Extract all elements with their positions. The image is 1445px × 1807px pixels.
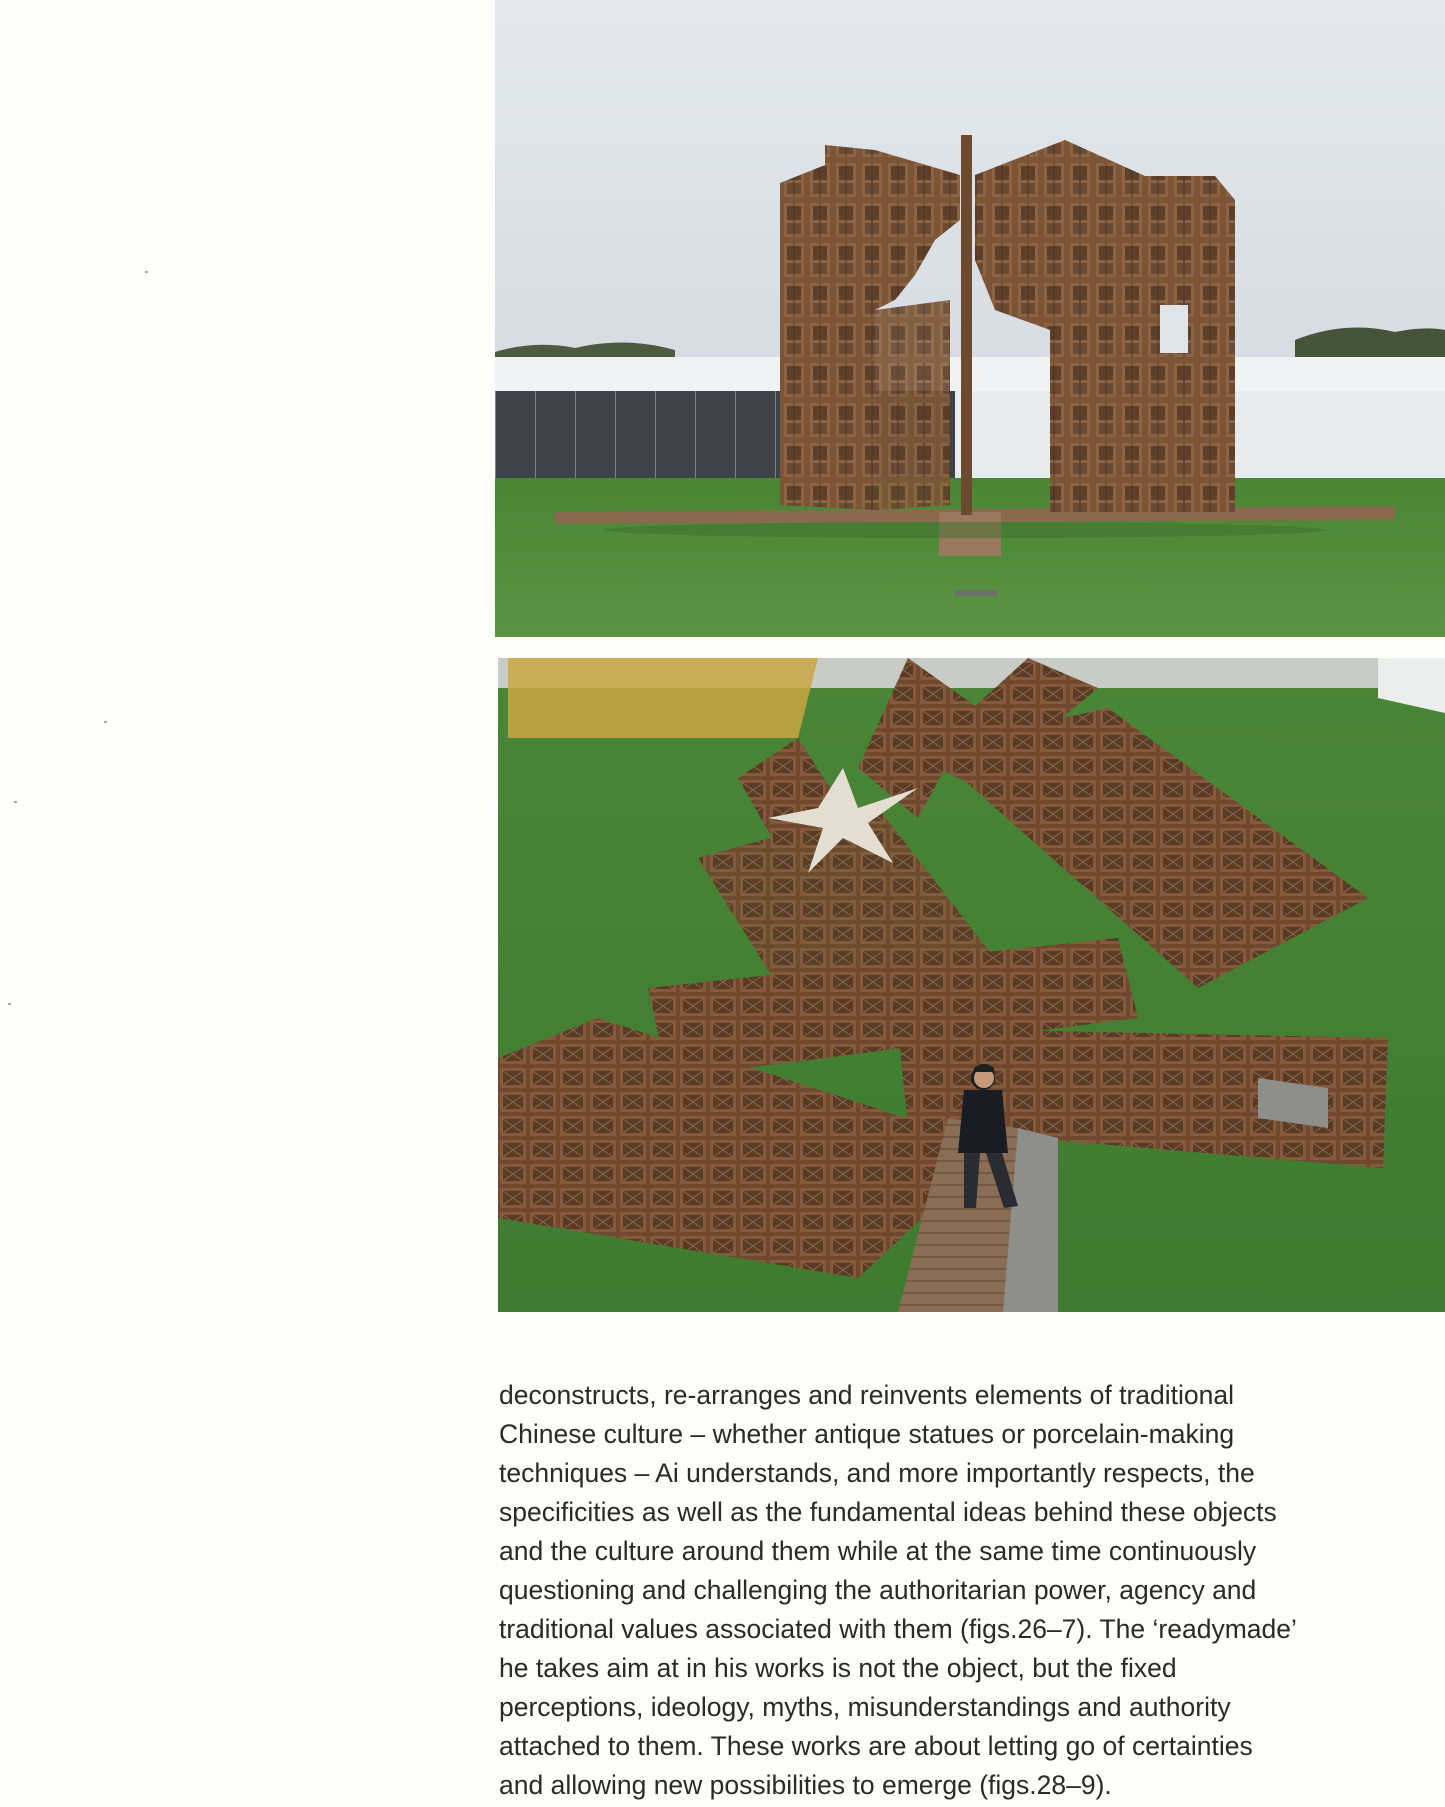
print-speck — [8, 1003, 11, 1005]
print-speck — [14, 801, 17, 803]
photo-standing-door-structure — [495, 0, 1445, 637]
window-opening — [1160, 305, 1188, 353]
ground-marker — [955, 590, 997, 596]
print-speck — [104, 721, 107, 723]
collapsed-structure-image — [498, 658, 1445, 1312]
central-mast — [961, 135, 972, 515]
print-speck — [145, 271, 148, 273]
paragraph-line: and allowing new possibilities to emerge (figs.28–9). — [499, 1770, 1112, 1800]
left-tower — [780, 145, 875, 510]
standing-structure-image — [495, 0, 1445, 637]
photo-collapsed-door-structure — [498, 658, 1445, 1312]
paragraph-line: techniques – Ai understands, and more importantly respects, the — [499, 1458, 1255, 1488]
left-inner-wall — [875, 300, 950, 510]
paragraph-line: deconstructs, re-arranges and reinvents elements of traditional — [499, 1380, 1235, 1410]
paragraph-line: attached to them. These works are about letting go of certainties — [499, 1731, 1253, 1761]
tree-line — [1295, 328, 1445, 363]
paragraph-line: Chinese culture – whether antique statues or porcelain-making — [499, 1419, 1235, 1449]
paragraph-line: and the culture around them while at the same time continuously — [499, 1536, 1257, 1566]
paragraph-line: he takes aim at in his works is not the object, but the fixed — [499, 1653, 1177, 1683]
yellow-pavilion — [508, 658, 818, 738]
paragraph-line: questioning and challenging the authoritarian power, agency and — [499, 1575, 1257, 1605]
body-paragraph — [499, 1376, 1379, 1805]
paragraph-line: traditional values associated with them (figs.26–7). The ‘readymade’ — [499, 1614, 1297, 1644]
paragraph-line: specificities as well as the fundamental ideas behind these objects — [499, 1497, 1277, 1527]
paragraph-line: perceptions, ideology, myths, misunderstandings and authority — [499, 1692, 1231, 1722]
ground-shadow — [605, 522, 1325, 538]
